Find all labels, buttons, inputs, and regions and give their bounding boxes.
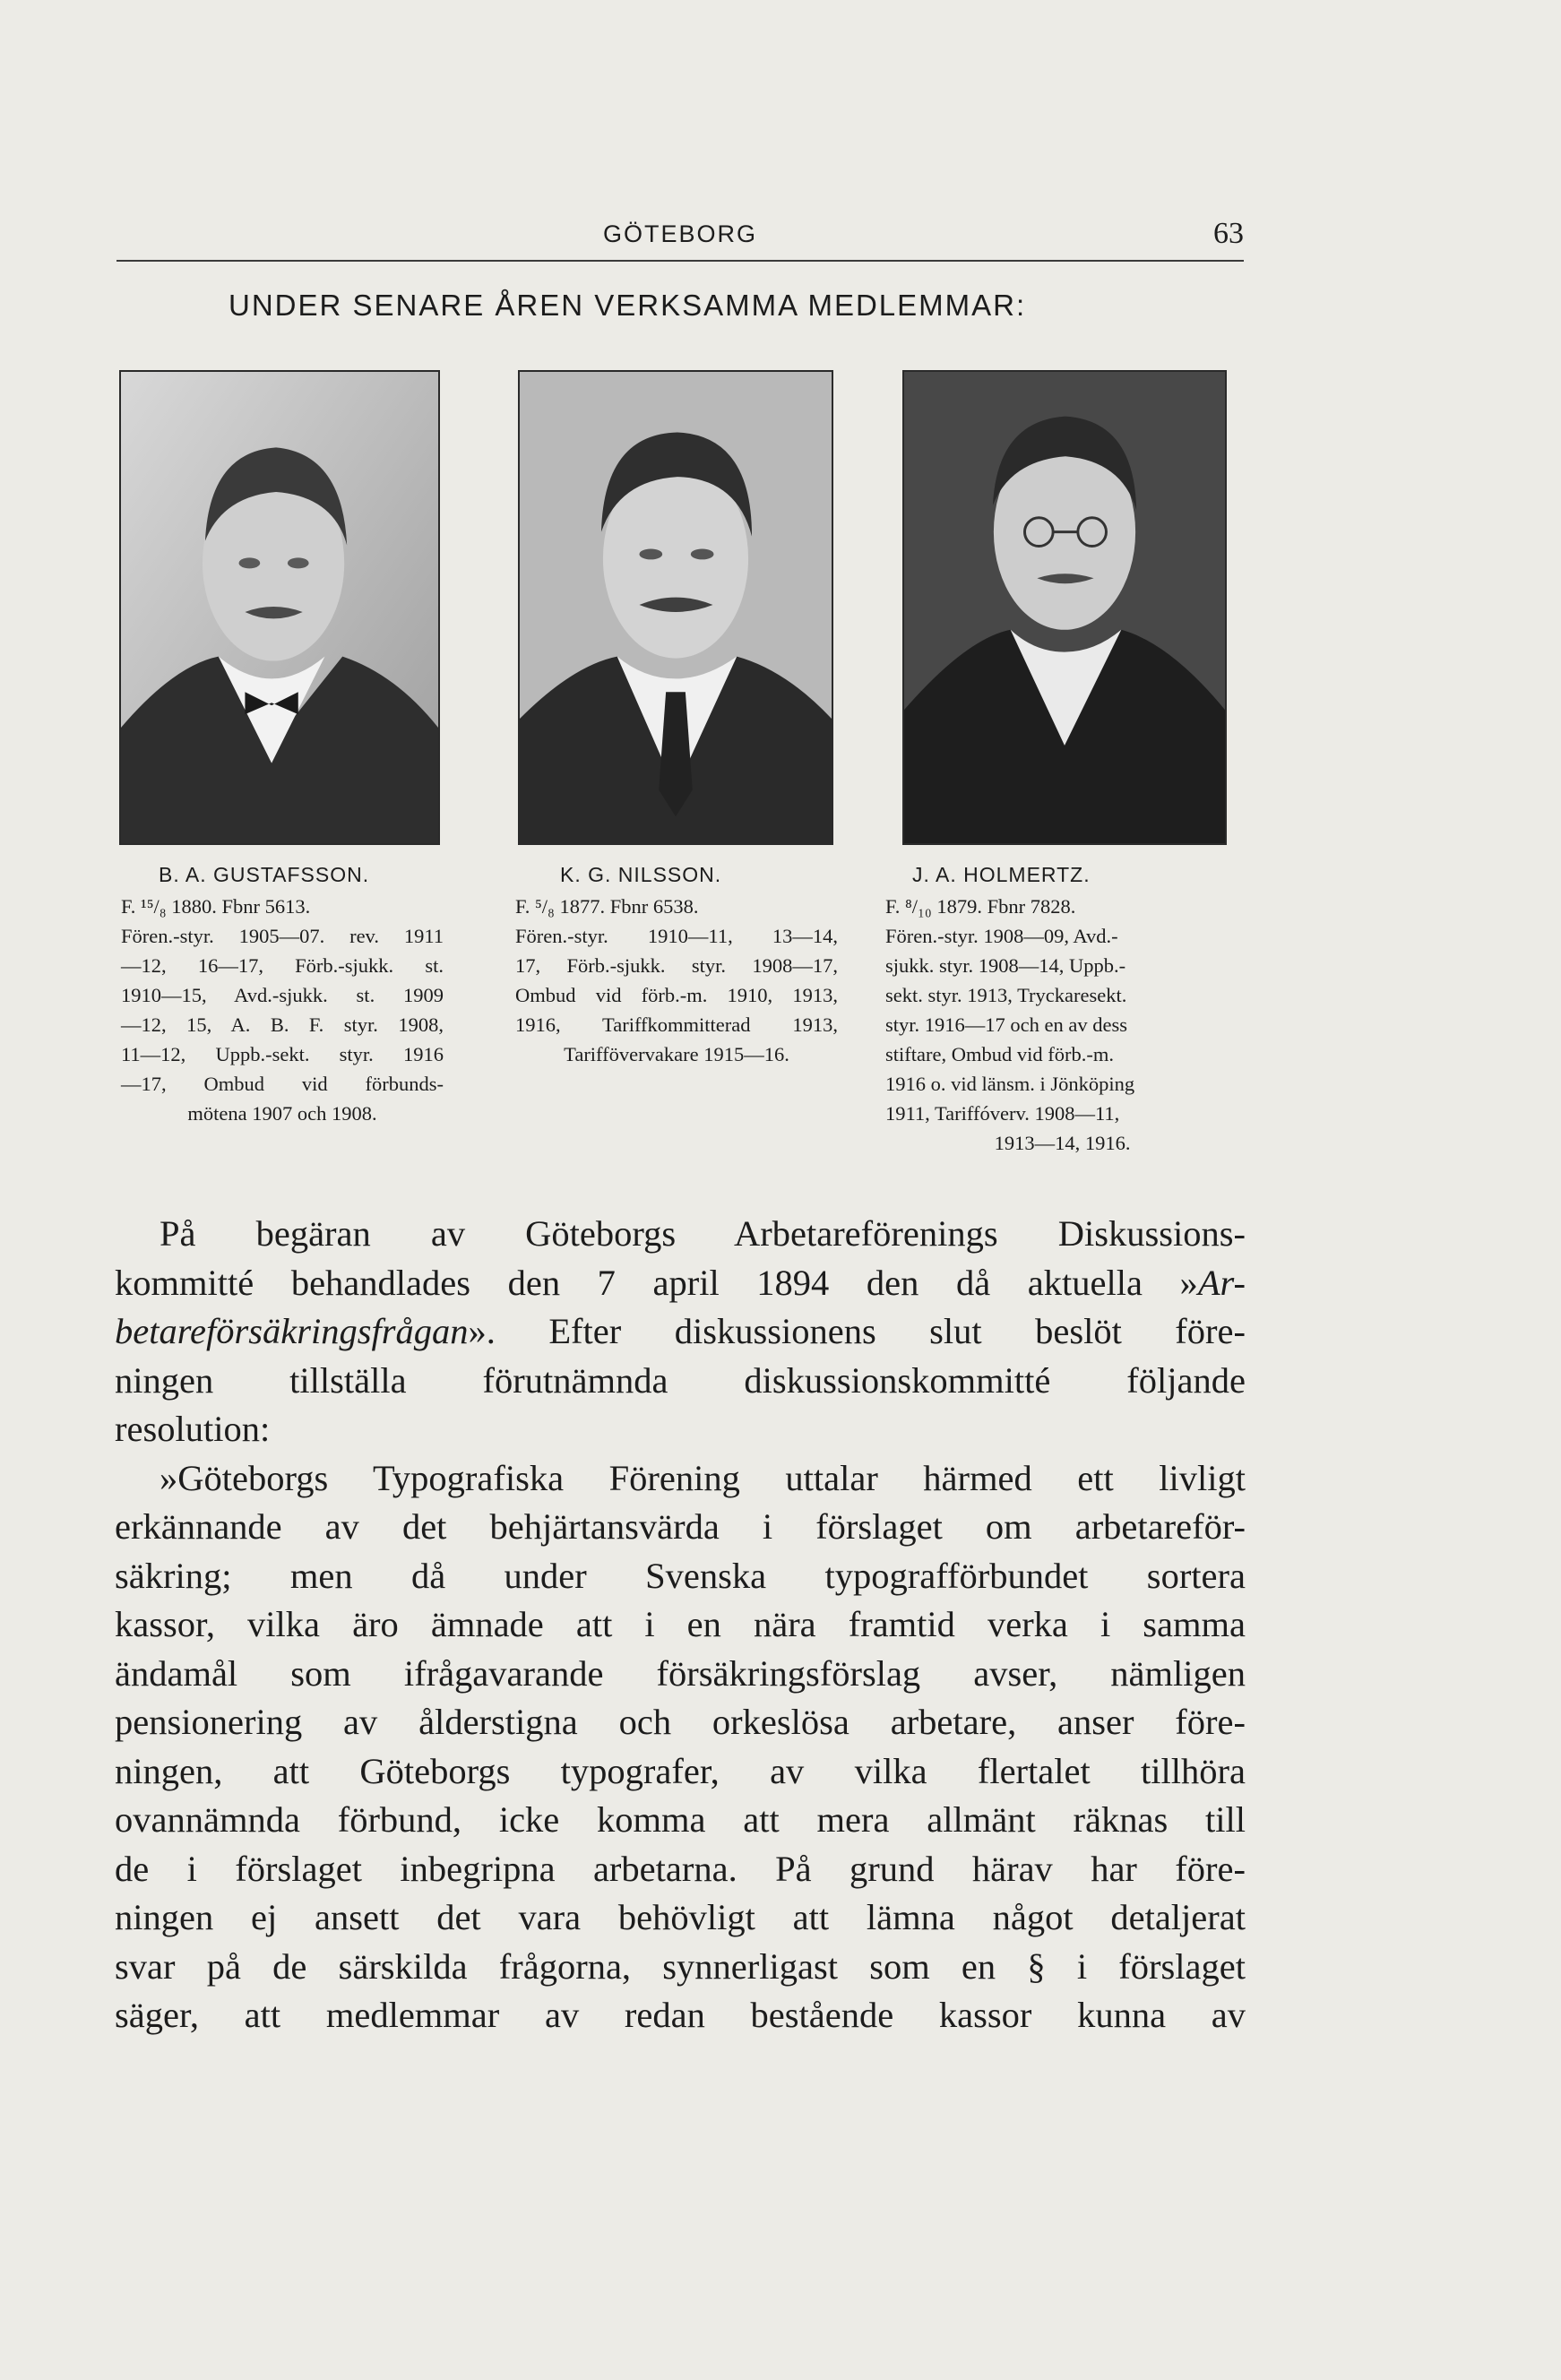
caption-gustafsson	[121, 860, 444, 1128]
caption-line: mötena 1907 och 1908.	[187, 1102, 377, 1125]
caption-line: —17, Ombud vid förbunds-	[121, 1073, 444, 1095]
caption-line: Ombud vid förb.-m. 1910, 1913,	[515, 984, 838, 1006]
paragraph-line: pensionering av ålderstigna och orkeslösa arbetare, anser före-	[115, 1702, 1246, 1742]
portrait-gustafsson	[119, 370, 440, 845]
caption-holmertz	[885, 860, 1239, 1158]
paragraph-line	[115, 1259, 1246, 1308]
caption-line: 1916, Tariffkommitterad 1913,	[515, 1013, 838, 1036]
caption-line: —12, 16—17, Förb.-sjukk. st.	[121, 954, 444, 977]
caption-line: 1911, Tariffóverv. 1908—11,	[885, 1102, 1120, 1125]
paragraph-line: säger, att medlemmar av redan bestående kassor kunna av	[115, 1995, 1246, 2035]
page-number: 63	[1213, 217, 1244, 250]
section-heading: UNDER SENARE ÅREN VERKSAMMA MEDLEMMAR:	[229, 289, 1027, 322]
paragraph-line: ningen tillställa förutnämnda diskussionskommitté följande	[115, 1359, 1246, 1401]
caption-line: sekt. styr. 1913, Tryckaresekt.	[885, 984, 1127, 1006]
member-name: B. A. GUSTAFSSON.	[159, 863, 370, 886]
paragraph-line: ningen, att Göteborgs typografer, av vilka flertalet tillhöra	[115, 1750, 1246, 1791]
paragraph-line: svar på de särskilda frågorna, synnerligast som en § i förslaget	[115, 1945, 1246, 1987]
paragraph-line: de i förslaget inbegripna arbetarna. På grund härav har före-	[115, 1848, 1246, 1889]
paragraph-line: resolution:	[115, 1409, 271, 1449]
caption-line: Fören.-styr. 1905—07. rev. 1911	[121, 925, 444, 947]
caption-nilsson	[515, 860, 838, 1069]
caption-line: Fören.-styr. 1910—11, 13—14,	[515, 925, 838, 947]
caption-line: Tariffövervakare 1915—16.	[564, 1043, 789, 1065]
paragraph-line: ningen ej ansett det vara behövligt att lämna något detaljerat	[115, 1897, 1246, 1937]
paragraph-line: ovannämnda förbund, icke komma att mera allmänt räknas till	[115, 1799, 1246, 1840]
caption-line: F. ⁵/₈ 1877. Fbnr 6538.	[515, 895, 699, 918]
caption-line: 11—12, Uppb.-sekt. styr. 1916	[121, 1043, 444, 1065]
caption-line: 1913—14, 1916.	[994, 1132, 1131, 1154]
portrait-holmertz	[902, 370, 1227, 845]
caption-line: F. ⁸/₁₀ 1879. Fbnr 7828.	[885, 895, 1076, 918]
portrait-nilsson	[518, 370, 833, 845]
text-run: ». Efter diskussionens slut beslöt före-	[468, 1311, 1246, 1351]
italic-run: betareförsäkringsfrågan	[115, 1311, 469, 1351]
paragraph-line: »Göteborgs Typografiska Förening uttalar härmed ett livligt	[160, 1457, 1246, 1498]
caption-line: 1910—15, Avd.-sjukk. st. 1909	[121, 984, 444, 1006]
caption-line: 17, Förb.-sjukk. styr. 1908—17,	[515, 954, 838, 977]
running-head	[116, 215, 1244, 262]
paragraph-line: erkännande av det behjärtansvärda i förslaget om arbetareför-	[115, 1506, 1246, 1547]
member-name: K. G. NILSSON.	[560, 863, 722, 886]
paragraph-line: På begäran av Göteborgs Arbetareförenings Diskussions-	[160, 1213, 1246, 1254]
italic-run: Ar-	[1197, 1262, 1246, 1303]
body-text	[115, 1210, 1246, 2040]
paragraph-line: säkring; men då under Svenska typografförbundet sortera	[115, 1555, 1246, 1596]
caption-line: stiftare, Ombud vid förb.-m.	[885, 1043, 1114, 1065]
paragraph-line	[115, 1307, 1246, 1357]
text-run: kommitté behandlades den 7 april 1894 den då aktuella »	[115, 1262, 1198, 1303]
caption-line: Fören.-styr. 1908—09, Avd.-	[885, 925, 1118, 947]
caption-line: sjukk. styr. 1908—14, Uppb.-	[885, 954, 1126, 977]
paragraph-line: kassor, vilka äro ämnade att i en nära framtid verka i samma	[115, 1604, 1246, 1644]
member-name: J. A. HOLMERTZ.	[912, 863, 1091, 886]
caption-line: styr. 1916—17 och en av dess	[885, 1013, 1127, 1036]
caption-line: 1916 o. vid länsm. i Jönköping	[885, 1073, 1135, 1095]
running-title: GÖTEBORG	[602, 220, 757, 247]
caption-line: —12, 15, A. B. F. styr. 1908,	[121, 1013, 444, 1036]
caption-line: F. ¹⁵/₈ 1880. Fbnr 5613.	[121, 895, 311, 918]
paragraph-line: ändamål som ifrågavarande försäkringsförslag avser, nämligen	[115, 1652, 1246, 1694]
